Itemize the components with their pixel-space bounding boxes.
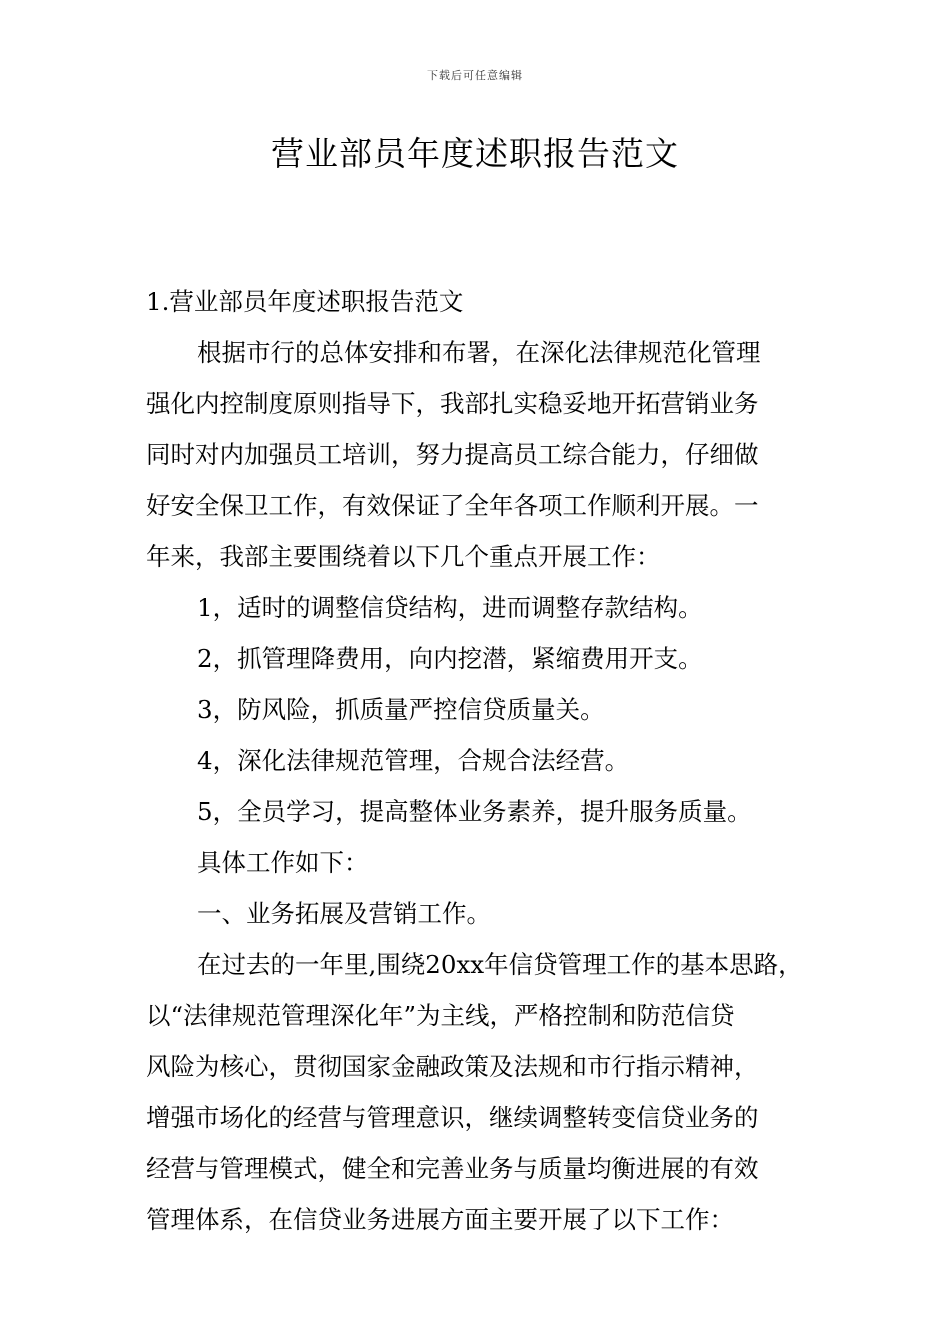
body-line: 1，适时的调整信贷结构，进而调整存款结构。 <box>197 593 703 622</box>
body-line: 1.营业部员年度述职报告范文 <box>146 287 464 316</box>
body-line: 5，全员学习，提高整体业务素养，提升服务质量。 <box>197 797 752 826</box>
body-line: 4，深化法律规范管理，合规合法经营。 <box>197 746 630 775</box>
body-line: 具体工作如下： <box>197 848 369 877</box>
body-line: 以“法律规范管理深化年”为主线，严格控制和防范信贷 <box>146 1001 735 1030</box>
body-line: 3，防风险，抓质量严控信贷质量关。 <box>197 695 605 724</box>
body-line: 2，抓管理降费用，向内挖潜，紧缩费用开支。 <box>197 644 703 673</box>
body-line: 管理体系，在信贷业务进展方面主要开展了以下工作： <box>146 1205 734 1234</box>
body-line: 根据市行的总体安排和布署，在深化法律规范化管理 <box>197 338 761 367</box>
body-line: 强化内控制度原则指导下，我部扎实稳妥地开拓营销业务 <box>146 389 759 418</box>
body-line: 同时对内加强员工培训，努力提高员工综合能力，仔细做 <box>146 440 759 469</box>
document-body <box>146 276 811 1245</box>
page-header-note: 下载后可任意编辑 <box>427 69 523 82</box>
body-line: 在过去的一年里,围绕20xx年信贷管理工作的基本思路， <box>197 950 803 979</box>
body-line: 经营与管理模式，健全和完善业务与质量均衡进展的有效 <box>146 1154 759 1183</box>
body-line: 好安全保卫工作，有效保证了全年各项工作顺利开展。一 <box>146 491 759 520</box>
body-line: 增强市场化的经营与管理意识，继续调整转变信贷业务的 <box>146 1103 759 1132</box>
body-line: 风险为核心，贯彻国家金融政策及法规和市行指示精神， <box>146 1052 759 1081</box>
document-title: 营业部员年度述职报告范文 <box>271 134 679 173</box>
body-line: 年来，我部主要围绕着以下几个重点开展工作： <box>146 542 661 571</box>
body-line: 一、业务拓展及营销工作。 <box>197 899 491 928</box>
